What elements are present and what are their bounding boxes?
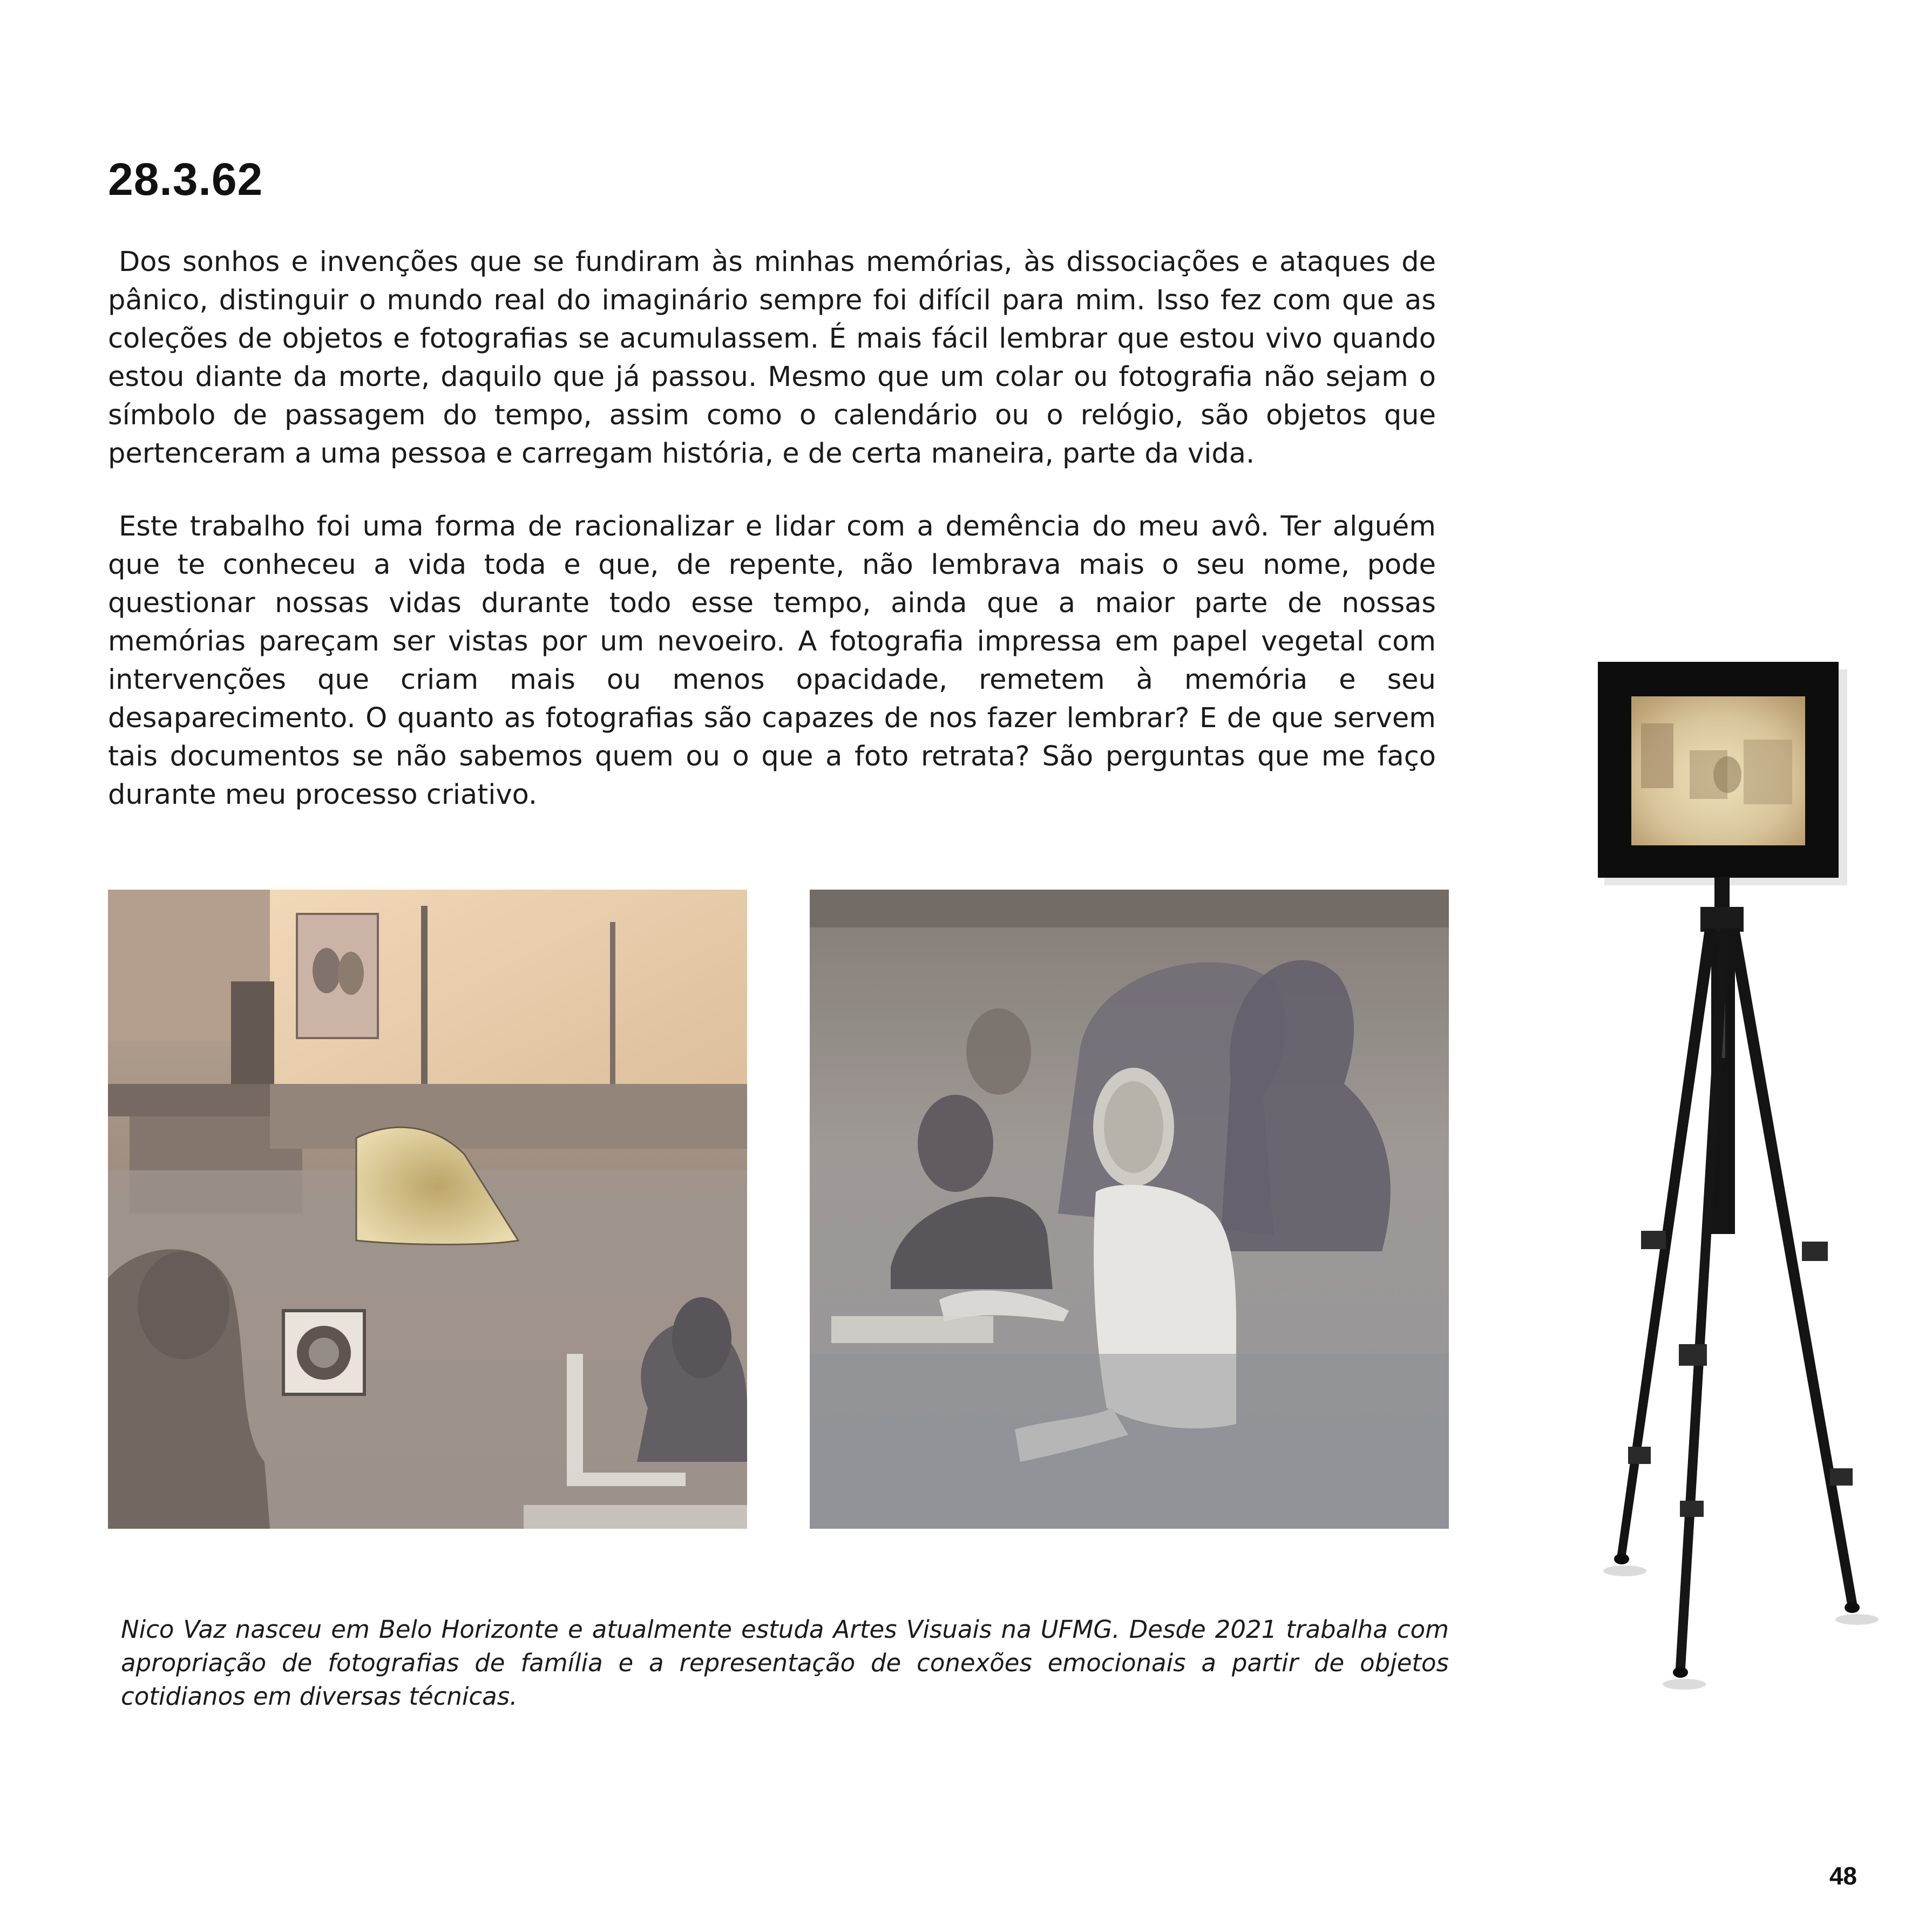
artist-caption: Nico Vaz nasceu em Belo Horizonte e atualmente estuda Artes Visuais na UFMG. Desde 2021 trabalha com apropriação de fotografias de família e a representação de conexões emocionais a partir de objetos cotidianos em diversas técnicas. (121, 1615, 1449, 1711)
left-photograph (108, 890, 747, 1529)
body-paragraph-2: Este trabalho foi uma forma de racionalizar e lidar com a demência do meu avô. Ter alguém que te conheceu a vida toda e que, de repente, não lembrava mais o seu nome, pode questionar nossas vidas durante todo esse tempo, ainda que a maior parte de nossas memórias pareçam ser vistas por um nevoeiro. A fotografia impressa em papel vegetal com intervenções que criam mais ou menos opacidade, remetem à memória e seu desaparecimento. O quanto as fotografias são capazes de nos fazer lembrar? E de que servem tais documentos se não sabemos quem ou o que a foto retrata? São perguntas que me faço durante meu processo criativo. (108, 511, 1436, 811)
body-paragraph-1: Dos sonhos e invenções que se fundiram às minhas memórias, às dissociações e ataques de pânico, distinguir o mundo real do imaginário sempre foi difícil para mim. Isso fez com que as coleções de objetos e fotografias se acumulassem. É mais fácil lembrar que estou vivo quando estou diante da morte, daquilo que já passou. Mesmo que um colar ou fotografia não sejam o símbolo de passagem do tempo, assim como o calendário ou o relógio, são objetos que pertenceram a uma pessoa e carregam história, e de certa maneira, parte da vida. (108, 246, 1436, 470)
page-number: 48 (1829, 1862, 1857, 1890)
right-photograph (810, 890, 1449, 1529)
page-title: 28.3.62 (108, 154, 263, 205)
tripod-installation (1565, 659, 1889, 1717)
